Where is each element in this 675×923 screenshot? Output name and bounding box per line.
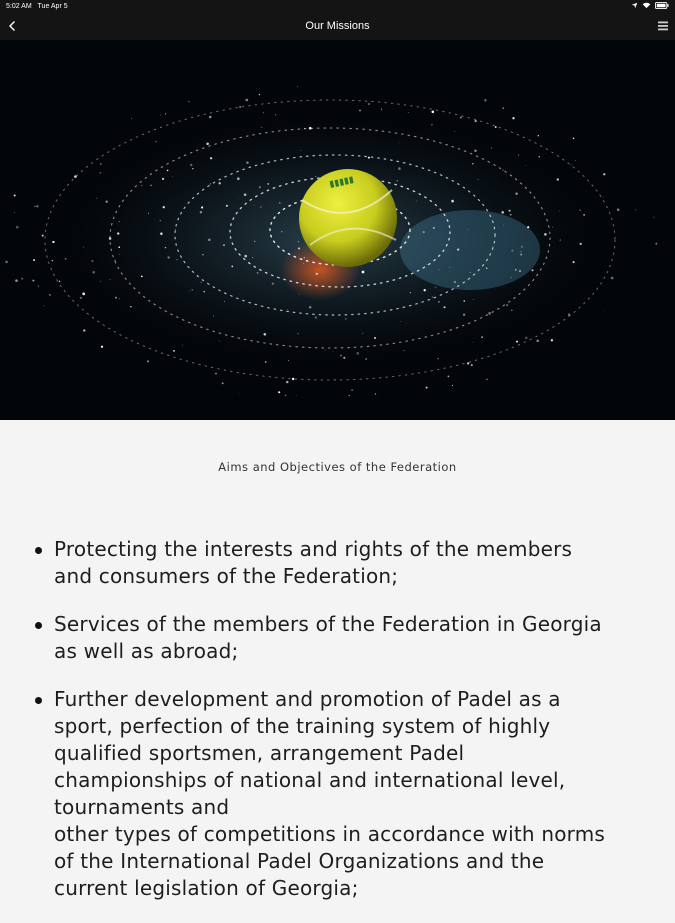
list-item: Further development and promotion of Padel as a sport, perfection of the training system of highly qualified sportsmen, arrangement Padel championships of national and international level, tournaments and other types of competitions in accordance with norms of the International Padel Organizations and the current legislation of Georgia; bbox=[33, 686, 653, 902]
svg-text:▮▮▮▮▮: ▮▮▮▮▮ bbox=[328, 175, 355, 190]
menu-icon[interactable] bbox=[657, 20, 669, 32]
nav-bar bbox=[0, 14, 675, 40]
list-item: Protecting the interests and rights of the members and consumers of the Federation; bbox=[33, 536, 653, 590]
battery-icon bbox=[655, 2, 669, 9]
bullet-icon bbox=[35, 697, 42, 704]
list-item: Services of the members of the Federation in Georgia as well as abroad; bbox=[33, 611, 653, 665]
status-icons bbox=[631, 2, 669, 9]
wifi-icon bbox=[642, 2, 651, 9]
status-bar bbox=[0, 0, 675, 14]
bullet-icon bbox=[35, 547, 42, 554]
page-title: Our Missions bbox=[305, 20, 370, 32]
location-icon bbox=[631, 2, 638, 9]
section-caption: Aims and Objectives of the Federation bbox=[218, 460, 457, 474]
bullet-icon bbox=[35, 622, 42, 629]
galaxy-tennis-ball-illustration bbox=[0, 40, 675, 420]
status-time: 5:02 AM Tue Apr 5 bbox=[6, 3, 68, 10]
hero-image bbox=[0, 40, 675, 420]
objectives-list bbox=[33, 536, 653, 923]
